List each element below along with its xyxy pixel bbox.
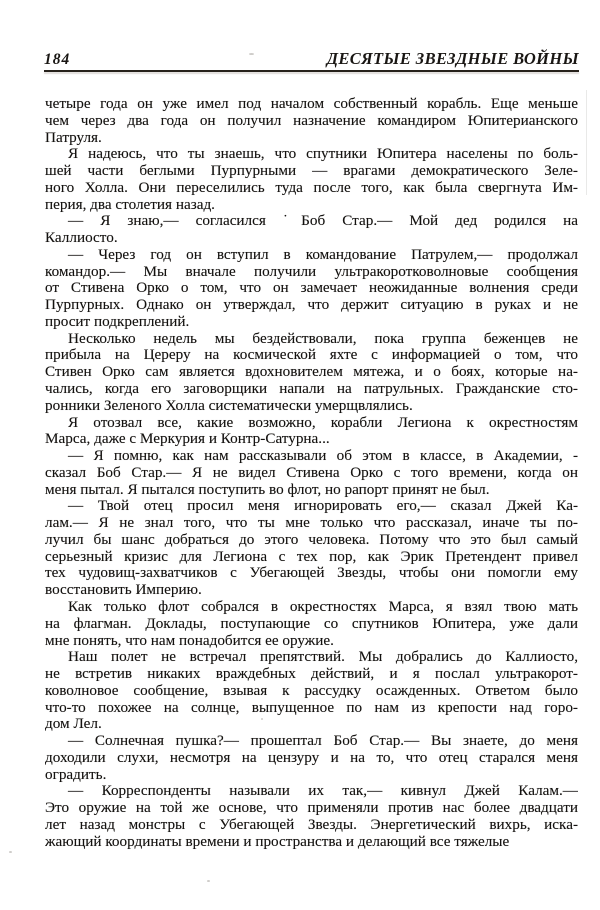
text-line: прибыла на Цереру на космической яхте с информацией о том, что xyxy=(45,347,578,364)
text-line: что-то похожее на солнце, выпущенное по нам из крепости над горо- xyxy=(45,699,578,716)
text-line: — Корреспонденты называли их так,— кивнул Джей Калам.— xyxy=(68,783,578,800)
text-line: — Через год он вступил в командование Патрулем,— продолжал xyxy=(68,246,578,263)
text-line: командор.— Мы вначале получили ультракоротковолновые сообщения xyxy=(45,263,578,280)
running-title: ДЕСЯТЫЕ ЗВЕЗДНЫЕ ВОЙНЫ xyxy=(326,49,579,68)
text-line: ронники Зеленого Холла систематически умерщвлялись. xyxy=(45,397,413,414)
text-line: чались, когда его заговорщики напали на патрульных. Гражданские сто- xyxy=(45,381,578,398)
text-line: — Твой отец просил меня игнорировать его,— сказал Джей Ка- xyxy=(68,498,578,515)
paragraph xyxy=(45,599,578,649)
text-line: Несколько недель мы бездействовали, пока группа беженцев не xyxy=(68,330,578,347)
paragraph xyxy=(45,96,578,146)
text-line: не встретив никаких враждебных действий, и я послал ультракорот- xyxy=(45,666,578,683)
text-line: Стивен Орко сам является вдохновителем мятежа, и о боях, которые на- xyxy=(45,364,578,381)
paragraph xyxy=(45,146,578,213)
paragraph xyxy=(45,415,578,449)
text-line: шей части беглыми Пурпурными — врагами демократического Зеле- xyxy=(45,163,578,180)
text-line: тех чудовищ-захватчиков с Убегающей Звезды, чтобы они помогли ему xyxy=(45,565,578,582)
scan-speck xyxy=(261,718,263,720)
text-line: Патруля. xyxy=(45,129,102,146)
text-line: оградить. xyxy=(45,766,107,783)
page-header xyxy=(44,49,579,69)
text-line: Я отозвал все, какие возможно, корабли Легиона к окрестностям xyxy=(68,414,578,431)
text-line: чем через два года он получил назначение командиром Юпитерианского xyxy=(45,112,578,129)
paragraph xyxy=(45,783,578,850)
text-line: просит подкреплений. xyxy=(45,313,190,330)
text-line: перия, два столетия назад. xyxy=(45,196,215,213)
page-number: 184 xyxy=(44,51,71,68)
scan-speck xyxy=(249,53,254,55)
text-line: Каллиосто. xyxy=(45,230,118,247)
text-line: от Стивена Орко о том, что он замечает неожиданные волнения среди xyxy=(45,280,578,297)
paragraph xyxy=(45,213,578,247)
text-line: доходили слухи, несмотря на цензуру и на то, что отец старался меня xyxy=(45,749,578,766)
paragraph xyxy=(45,649,578,733)
text-line: лам.— Я не знал того, что ты мне только что рассказал, иначе ты по- xyxy=(45,515,578,532)
text-line: Как только флот собрался в окрестностях Марса, я взял твою мать xyxy=(68,598,578,615)
scan-speck xyxy=(207,880,210,882)
text-line: — Я помню, как нам рассказывали об этом в классе, в Академии, - xyxy=(68,448,578,465)
text-line: коволновое сообщение, взывая к рассудку осажденных. Ответом было xyxy=(45,682,578,699)
text-line: лет назад монстры с Убегающей Звезды. Энергетический вихрь, иска- xyxy=(45,816,578,833)
text-line: сказал Боб Стар.— Я не видел Стивена Орко с того времени, когда он xyxy=(45,464,578,481)
text-line: Это оружие на той же основе, что применяли против нас более двадцати xyxy=(45,800,578,817)
text-line: Пурпурных. Однако он утверждал, что держит ситуацию в руках и не xyxy=(45,297,578,314)
text-line: дом Лел. xyxy=(45,716,102,733)
text-line: четыре года он уже имел под началом собственный корабль. Еще меньше xyxy=(45,96,578,112)
paragraph xyxy=(45,247,578,331)
paragraph xyxy=(45,733,578,783)
text-line: жающий координаты времени и пространства и делающий все тяжелые xyxy=(45,833,510,850)
paragraph xyxy=(45,498,578,599)
text-line: Марса, даже с Меркурия и Контр-Сатурна... xyxy=(45,431,330,448)
text-line: ного Холла. Они переселились туда после того, как была свергнута Им- xyxy=(45,179,578,196)
text-line: — Солнечная пушка?— прошептал Боб Стар.— Вы знаете, до меня xyxy=(68,733,578,750)
header-rule xyxy=(44,70,579,72)
paragraph xyxy=(45,448,578,498)
scan-speck xyxy=(9,851,12,853)
paragraph xyxy=(45,331,578,415)
text-line: серьезный кризис для Легиона с тех пор, как Эрик Претендент привел xyxy=(45,548,578,565)
text-line: меня пытал. Я пытался поступить во флот, но рапорт принят не был. xyxy=(45,481,490,498)
text-line: лучил бы шанс добраться до этого человека. Потому что это был самый xyxy=(45,531,578,548)
text-line: Я надеюсь, что ты знаешь, что спутники Юпитера населены по боль- xyxy=(68,146,578,163)
body-text xyxy=(45,96,578,850)
text-line: восстановить Империю. xyxy=(45,582,202,599)
text-line: — Я знаю,— согласился ˙Боб Стар.— Мой дед родился на xyxy=(68,213,578,230)
text-line: на флагман. Доклады, поступающие со спутников Юпитера, уже дали xyxy=(45,615,578,632)
scan-line-artifact xyxy=(586,90,587,195)
text-line: мне понять, что нам понадобится ее оружие. xyxy=(45,632,334,649)
text-line: Наш полет не встречал препятствий. Мы добрались до Каллиосто, xyxy=(68,649,578,666)
